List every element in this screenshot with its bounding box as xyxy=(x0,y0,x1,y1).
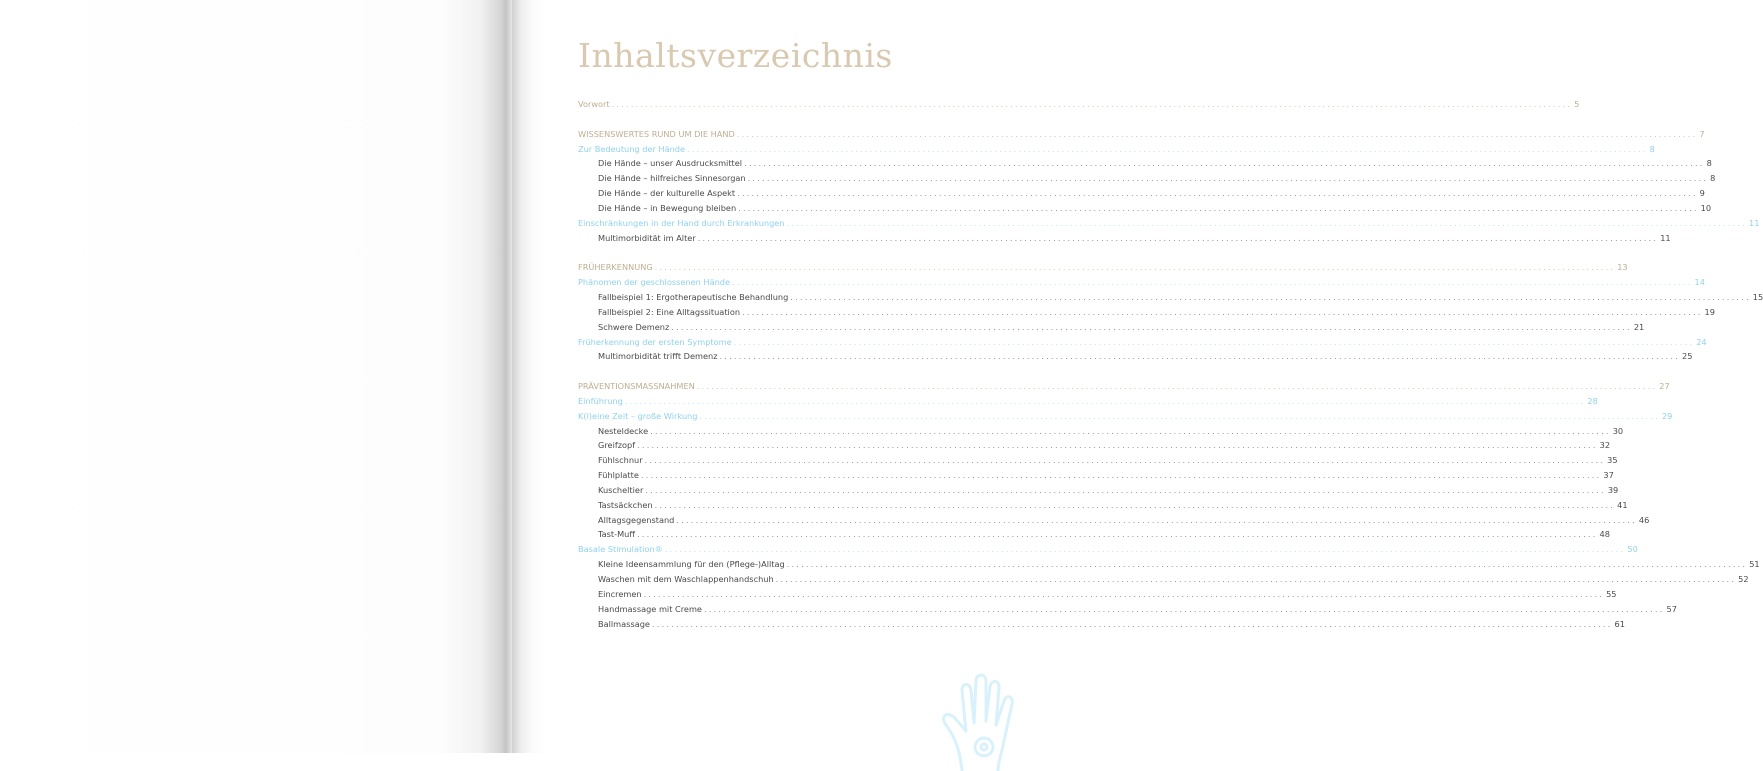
toc-dot-leader: ........................................................................................................................................................................................................ xyxy=(719,351,1681,362)
toc-dot-leader: ........................................................................................................................................................................................................ xyxy=(671,321,1632,332)
toc-entry-page: 52 xyxy=(1738,574,1749,584)
toc-entry[interactable] xyxy=(578,394,1598,409)
toc-entry-label: FRÜHERKENNUNG xyxy=(578,262,653,273)
toc-entry[interactable] xyxy=(578,424,1624,439)
toc-entry-label: K(l)eine Zeit – große Wirkung xyxy=(578,410,698,421)
toc-entry-label: Basale Stimulation® xyxy=(578,544,663,555)
toc-entry-label: Ballmassage xyxy=(598,618,650,629)
toc-entry[interactable] xyxy=(578,171,1716,186)
toc-dot-leader: ........................................................................................................................................................................................................ xyxy=(637,529,1598,540)
toc-entry[interactable] xyxy=(578,379,1670,394)
toc-dot-leader: ........................................................................................................................................................................................................ xyxy=(742,306,1703,317)
toc-dot-leader: ........................................................................................................................................................................................................ xyxy=(654,262,1616,273)
toc-dot-leader: ........................................................................................................................................................................................................ xyxy=(687,143,1648,154)
toc-entry-page: 37 xyxy=(1603,470,1614,481)
toc-dot-leader: ........................................................................................................................................................................................................ xyxy=(651,618,1613,629)
toc-entry[interactable] xyxy=(578,186,1705,201)
toc-entry-label: PRÄVENTIONSMASSNAHMEN xyxy=(578,381,695,392)
toc-entry-page: 51 xyxy=(1749,559,1760,570)
toc-entry-label: Tastsäckchen xyxy=(598,499,653,510)
toc-entry-page: 8 xyxy=(1710,173,1716,184)
toc-dot-leader: ........................................................................................................................................................................................................ xyxy=(775,574,1737,584)
right-page xyxy=(512,0,1763,753)
toc-entry[interactable] xyxy=(578,335,1707,350)
toc-entry-label: Nesteldecke xyxy=(598,425,649,436)
toc-entry[interactable] xyxy=(578,320,1645,335)
toc-entry-page: 27 xyxy=(1659,381,1670,392)
toc-entry[interactable] xyxy=(578,305,1715,320)
toc-dot-leader: ........................................................................................................................................................................................................ xyxy=(640,470,1602,481)
toc-entry-label: Schwere Demenz xyxy=(598,321,670,332)
toc-entry-label: Greifzopf xyxy=(598,440,636,451)
toc-entry-label: Die Hände – unser Ausdrucksmittel xyxy=(598,158,743,169)
toc-entry-label: Multimorbidität im Alter xyxy=(598,232,696,243)
toc-entry-page: 61 xyxy=(1614,618,1625,629)
toc-entry-page: 41 xyxy=(1617,499,1628,510)
toc-dot-leader: ........................................................................................................................................................................................................ xyxy=(676,514,1637,525)
toc-dot-leader: ........................................................................................................................................................................................................ xyxy=(645,484,1606,495)
toc-entry[interactable] xyxy=(578,513,1650,528)
toc-entry-label: Kuscheltier xyxy=(598,484,644,495)
toc-dot-leader: ........................................................................................................................................................................................................ xyxy=(790,291,1751,302)
toc-entry[interactable] xyxy=(578,409,1673,424)
toc-entry-page: 13 xyxy=(1617,262,1628,273)
toc-entry-label: Einführung xyxy=(578,395,623,406)
toc-entry[interactable] xyxy=(578,201,1712,216)
toc-entry-label: Einschränkungen in der Hand durch Erkrankungen xyxy=(578,217,785,228)
toc-dot-leader: ........................................................................................................................................................................................................ xyxy=(744,158,1705,169)
toc-dot-leader: ........................................................................................................................................................................................................ xyxy=(737,188,1698,199)
toc-entry-label: Multimorbidität trifft Demenz xyxy=(598,351,718,362)
toc-dot-leader: ........................................................................................................................................................................................................ xyxy=(747,173,1709,184)
toc-dot-leader: ........................................................................................................................................................................................................ xyxy=(732,277,1693,288)
toc-entry-page: 29 xyxy=(1661,410,1673,421)
toc-dot-leader: ........................................................................................................................................................................................................ xyxy=(703,603,1665,614)
toc-entry-page: 8 xyxy=(1649,143,1655,154)
toc-entry-label: Eincremen xyxy=(598,588,642,599)
toc-entry-page: 48 xyxy=(1599,529,1610,540)
toc-dot-leader: ........................................................................................................................................................................................................ xyxy=(654,499,1616,510)
toc-entry-label: Die Hände – in Bewegung bleiben xyxy=(598,202,737,213)
toc-entry-label: Die Hände – der kulturelle Aspekt xyxy=(598,188,736,199)
toc-dot-leader: ........................................................................................................................................................................................................ xyxy=(643,588,1605,599)
toc-entry-page: 50 xyxy=(1627,544,1638,555)
toc-entry[interactable] xyxy=(578,156,1712,171)
toc-entry-label: Zur Bedeutung der Hände xyxy=(578,143,686,154)
toc-entry-page: 55 xyxy=(1606,588,1617,599)
toc-entry[interactable] xyxy=(578,542,1638,557)
toc-entry-label: Früherkennung der ersten Symptome xyxy=(578,336,732,347)
toc-entry[interactable] xyxy=(578,587,1617,602)
toc-entry[interactable] xyxy=(578,349,1693,364)
toc-entry-label: Fallbeispiel 2: Eine Alltagssituation xyxy=(598,306,741,317)
toc-dot-leader: ........................................................................................................................................................................................................ xyxy=(697,232,1659,243)
toc-entry-page: 57 xyxy=(1666,603,1677,614)
toc-dot-leader: ........................................................................................................................................................................................................ xyxy=(786,559,1748,570)
toc-entry[interactable] xyxy=(578,498,1628,513)
toc-entry[interactable] xyxy=(578,572,1749,587)
toc-entry[interactable] xyxy=(578,231,1671,246)
toc-entry-page: 5 xyxy=(1574,99,1580,109)
toc-entry-label: Kleine Ideensammlung für den (Pflege-)Alltag xyxy=(598,559,785,570)
toc-entry[interactable] xyxy=(578,527,1610,542)
toc-entry-page: 11 xyxy=(1749,217,1760,228)
toc-entry-label: Vorwort xyxy=(578,99,610,109)
toc-entry-page: 21 xyxy=(1633,321,1645,332)
toc-entry-label: WISSENSWERTES RUND UM DIE HAND xyxy=(578,128,735,139)
toc-entry-label: Fühlschnur xyxy=(598,455,643,466)
toc-dot-leader: ........................................................................................................................................................................................................ xyxy=(644,455,1606,466)
toc-entry-label: Handmassage mit Creme xyxy=(598,603,702,614)
toc-entry-label: Tast-Muff xyxy=(598,529,635,540)
toc-entry-label: Fallbeispiel 1: Ergotherapeutische Behandlung xyxy=(598,291,789,302)
toc-dot-leader: ........................................................................................................................................................................................................ xyxy=(650,425,1611,436)
toc-entry-label: Fühlplatte xyxy=(598,470,639,481)
toc-entry[interactable] xyxy=(578,483,1619,498)
toc-entry[interactable] xyxy=(578,602,1677,617)
toc-entry[interactable] xyxy=(578,97,1580,112)
toc-entry[interactable] xyxy=(578,438,1611,453)
toc-entry-page: 8 xyxy=(1706,158,1712,169)
toc-entry-page: 46 xyxy=(1638,514,1650,525)
toc-entry-page: 15 xyxy=(1752,291,1763,302)
toc-entry[interactable] xyxy=(578,617,1625,632)
toc-entry-page: 19 xyxy=(1704,306,1715,317)
toc-entry[interactable] xyxy=(578,260,1628,275)
toc-entry-label: Waschen mit dem Waschlappenhandschuh xyxy=(598,574,774,584)
toc-entry[interactable] xyxy=(578,127,1705,142)
toc-dot-leader: ........................................................................................................................................................................................................ xyxy=(696,381,1658,392)
toc-entry-label: Phänomen der geschlossenen Hände xyxy=(578,277,731,288)
toc-dot-leader: ........................................................................................................................................................................................................ xyxy=(699,410,1660,421)
toc-entry[interactable] xyxy=(578,275,1705,290)
toc-entry[interactable] xyxy=(578,453,1618,468)
toc-entry-page: 28 xyxy=(1587,395,1598,406)
toc-entry[interactable] xyxy=(578,290,1763,305)
toc-entry-page: 35 xyxy=(1607,455,1618,466)
toc-entry-page: 9 xyxy=(1699,188,1705,199)
table-of-contents xyxy=(578,97,1763,631)
toc-entry-page: 10 xyxy=(1700,202,1712,213)
toc-entry-page: 25 xyxy=(1682,351,1693,362)
toc-entry-page: 11 xyxy=(1660,232,1671,243)
toc-dot-leader: ........................................................................................................................................................................................................ xyxy=(733,336,1695,347)
left-page-blank xyxy=(0,0,512,753)
toc-entry-page: 14 xyxy=(1694,277,1705,288)
toc-dot-leader: ........................................................................................................................................................................................................ xyxy=(611,99,1573,109)
toc-entry-page: 32 xyxy=(1599,440,1611,451)
toc-dot-leader: ........................................................................................................................................................................................................ xyxy=(786,217,1748,228)
toc-entry-page: 30 xyxy=(1612,425,1624,436)
toc-entry[interactable] xyxy=(578,216,1760,231)
toc-dot-leader: ........................................................................................................................................................................................................ xyxy=(738,202,1699,213)
toc-title: Inhaltsverzeichnis xyxy=(578,36,893,75)
toc-dot-leader: ........................................................................................................................................................................................................ xyxy=(624,395,1586,406)
toc-dot-leader: ........................................................................................................................................................................................................ xyxy=(637,440,1598,451)
toc-dot-leader: ........................................................................................................................................................................................................ xyxy=(664,544,1626,555)
toc-entry-page: 7 xyxy=(1699,128,1705,139)
toc-entry-label: Alltagsgegenstand xyxy=(598,514,675,525)
toc-entry[interactable] xyxy=(578,557,1760,572)
hand-print-icon xyxy=(932,661,1032,771)
toc-entry-page: 39 xyxy=(1607,484,1619,495)
toc-entry[interactable] xyxy=(578,142,1655,157)
toc-entry-label: Die Hände – hilfreiches Sinnesorgan xyxy=(598,173,746,184)
toc-dot-leader: ........................................................................................................................................................................................................ xyxy=(736,128,1698,139)
toc-entry[interactable] xyxy=(578,468,1614,483)
toc-entry-page: 24 xyxy=(1696,336,1707,347)
